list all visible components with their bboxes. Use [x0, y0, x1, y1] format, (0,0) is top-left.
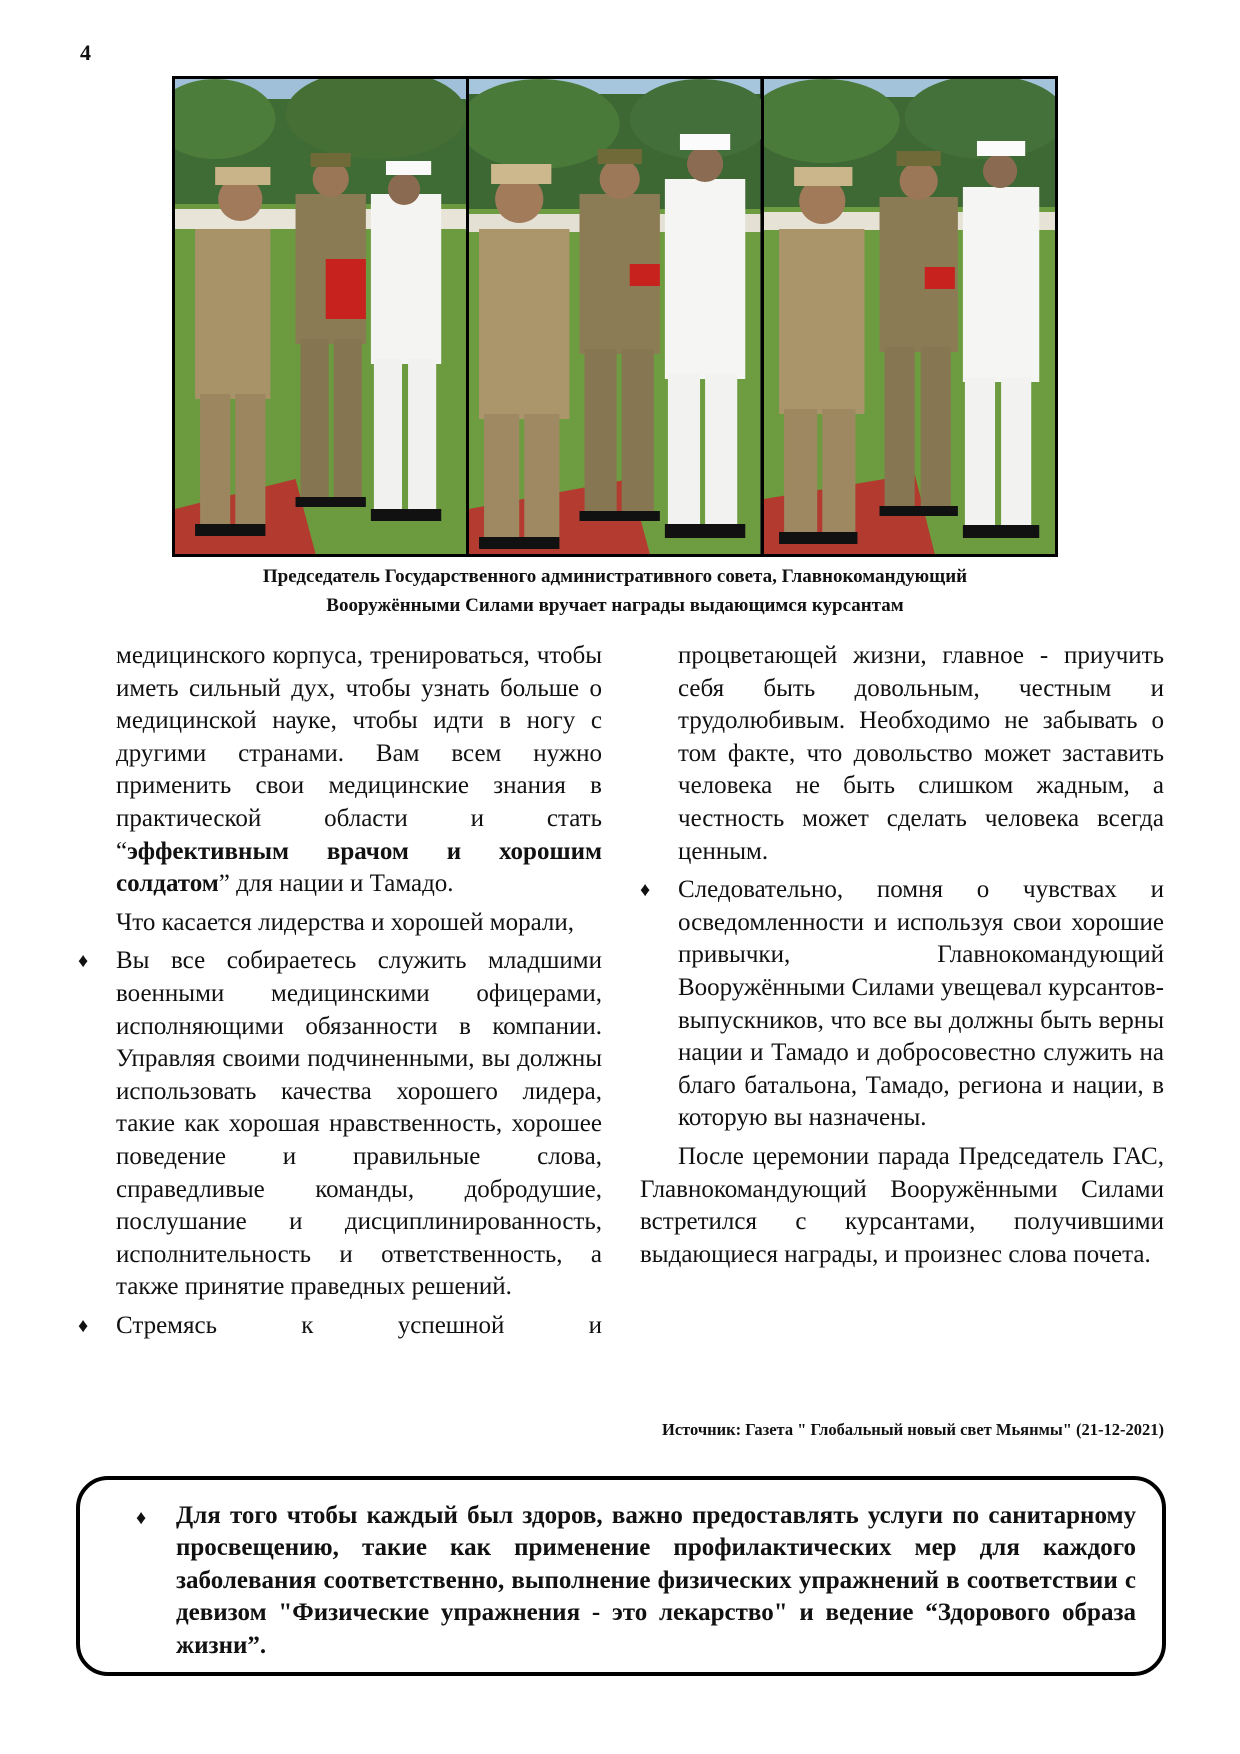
- caption-line-1: Председатель Государственного административного совета, Главнокомандующий: [262, 566, 968, 587]
- diamond-bullet-icon: ♦: [78, 1314, 89, 1337]
- award-photo-1: [175, 79, 469, 554]
- diamond-bullet-icon: ♦: [136, 1507, 147, 1529]
- source-citation: Источник: Газета " Глобальный новый свет Мьянмы" (21-12-2021): [661, 1420, 1164, 1439]
- paragraph-continuation: медицинского корпуса, тренироваться, чтобы иметь сильный дух, чтобы узнать больше о медицинской науке, чтобы идти в ногу с другими странами. Вам всем нужно применить свои медицинские знания в практической области и стать “эффективным врачом и хорошим солдатом” для нации и Тамадо.: [116, 642, 602, 898]
- health-notice-box: [76, 1476, 1166, 1676]
- bullet-item: ♦ Следовательно, помня о чувствах и осведомленности и используя свои хорошие привычки, Главнокомандующий Вооружёнными Силами увещевал курсантов-выпускников, что все вы должны быть верны нации и Тамадо и добросовестно служить на благо батальона, Тамадо, региона и нации, в которую вы назначены.: [640, 876, 1164, 1132]
- bullet-item: ♦ Стремясь к успешной и: [78, 1310, 602, 1343]
- bullet-continuation: процветающей жизни, главное - приучить себя быть довольным, честным и трудолюбивым. Необходимо не забывать о том факте, что довольство может заставить человека не быть слишком жадным, а честность может сделать человека всегда ценным.: [678, 642, 1164, 865]
- caption-line-2: Вооружёнными Силами вручает награды выдающимся курсантам: [326, 595, 904, 616]
- emphasis-text: эффективным врачом и хорошим солдатом: [116, 837, 602, 898]
- bullet-list-right: [640, 874, 1164, 1135]
- photo-caption: [172, 562, 1058, 620]
- award-photo-strip: [172, 76, 1058, 557]
- diamond-bullet-icon: ♦: [640, 879, 651, 902]
- right-column: [640, 640, 1164, 1277]
- award-photo-3: [764, 79, 1055, 554]
- left-column: [78, 640, 602, 1348]
- notice-text: [130, 1500, 1136, 1662]
- bullet-list-left: [78, 945, 602, 1342]
- paragraph-after-parade: После церемонии парада Председатель ГАС, Главнокомандующий Вооружёнными Силами встретился с курсантами, получившими выдающиеся награды, и произнес слова почета.: [640, 1142, 1164, 1268]
- bullet-item: ♦ Вы все собираетесь служить младшими военными медицинскими офицерами, исполняющими обязанности в компании. Управляя своими подчиненными, вы должны использовать качества хорошего лидера, такие как хорошая нравственность, хорошее поведение и правильные слова, справедливые команды, добродушие, послушание и дисциплинированность, исполнительность и ответственность, а также принятие праведных решений.: [78, 947, 602, 1301]
- award-photo-2: [469, 79, 763, 554]
- diamond-bullet-icon: ♦: [78, 950, 89, 973]
- paragraph-leadership: Что касается лидерства и хорошей морали,: [116, 908, 575, 936]
- page-number: 4: [80, 40, 91, 65]
- notice-body: Для того чтобы каждый был здоров, важно предоставлять услуги по санитарному просвещению, такие как применение профилактических мер для каждого заболевания соответственно, выполнение физических упражнений в соответствии с девизом "Физические упражнения - это лекарство" и ведение “Здорового образа жизни”.: [176, 1502, 1136, 1659]
